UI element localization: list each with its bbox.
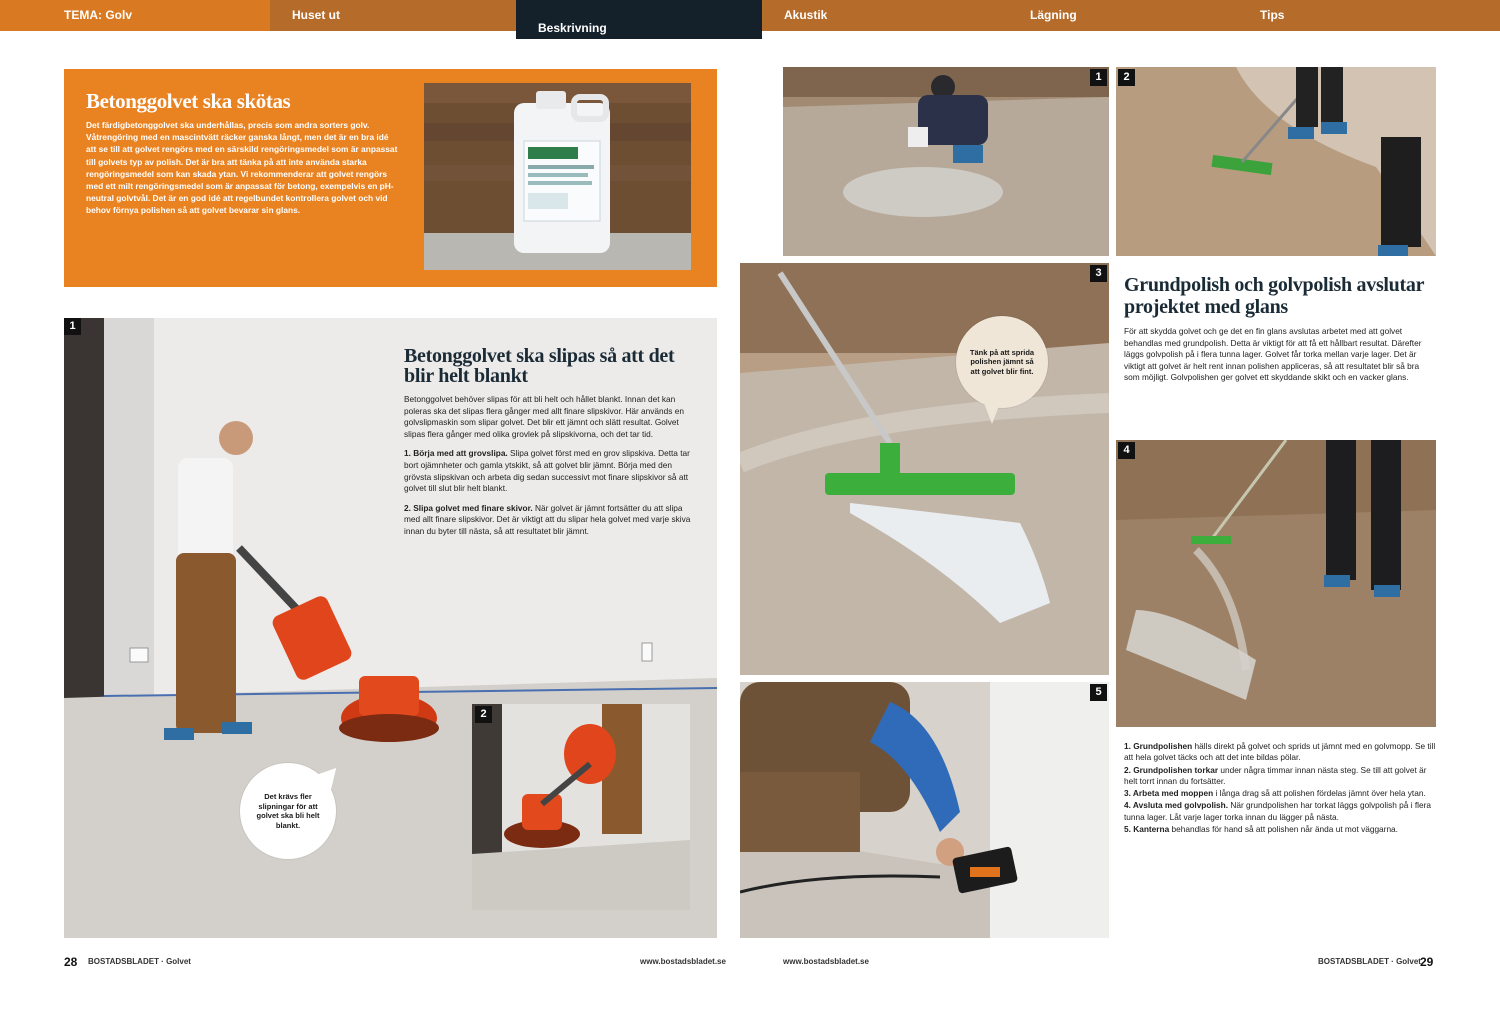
- article-polish-text: För att skydda golvet och ge det en fin glans avslutas arbetet med att golvet behandlas med grundpolish. Detta är viktigt för att få ett hållbart resultat. Därefter läggs golvpolish på i flera tunna lager. Golvet får torka mellan varje lager. Det är viktigt att golvet är helt rent innan polishen appliceras, så att resultatet blir så bra som möjligt. Golvpolishen ger golvet ett skyddande skikt och en vacker glans.: [1124, 326, 1422, 383]
- photo-number-badge: 1: [64, 318, 81, 335]
- speech-bubble-tip: Det krävs fler slipningar för att golvet ska bli helt blankt.: [240, 763, 336, 859]
- cleaner-canister-photo: [424, 83, 691, 270]
- article-grinding-intro: Betonggolvet behöver slipas för att bli helt och hållet blankt. Innan det kan poleras ska det slipas flera gånger med allt finare slipskivor. Här används en golvslipmaskin som slipar golvet. Det blir ett jämnt och slätt resultat. Golvet slipas flera gånger med olika grovlek på slipskivorna, och det tar tid.: [404, 394, 684, 439]
- polish-step: 3. Arbeta med moppen i långa drag så att polishen fördelas jämnt över hela ytan.: [1124, 788, 1426, 799]
- footer-magazine-left: BOSTADSBLADET · Golvet: [88, 957, 191, 966]
- nav-tab-lagning[interactable]: Lägning: [1030, 8, 1077, 22]
- glossy-floor-photo: [1116, 440, 1436, 727]
- polish-steps-list: [1124, 741, 1436, 836]
- care-infobox: [64, 69, 717, 287]
- article-grinding: [404, 346, 694, 538]
- article-polish: [1124, 274, 1434, 384]
- top-navigation: [0, 0, 1500, 35]
- page-number-left: 28: [64, 955, 78, 969]
- infobox-text: Det färdigbetonggolvet ska underhållas, precis som andra sorters golv. Våtrengöring med en mascintvätt räcker ganska långt, men det är en bra idé att se till att golvet rengörs med en särskild rengöringsmedel som är anpassat till golvets typ av polish. Det är bra att tänka på att inte använda starka rengöringsmedel som kan skada ytan. Vi rekommenderar att golvet rengörs med ett milt rengöringsmedel som är anpassat för betong, exempelvis en pH-neutral golvtvål. Det är en god idé att regelbundet kontrollera golvet och vid behov förnya polishen så att golvet bevarar sin glans.: [86, 120, 398, 216]
- page-number-right: 29: [1420, 955, 1434, 969]
- polish-step: 5. Kanterna behandlas för hand så att polishen når ända ut mot väggarna.: [1124, 824, 1398, 835]
- photo-number-badge: 3: [1090, 265, 1107, 282]
- polish-spread-photo: [1116, 67, 1436, 256]
- footer-url-right[interactable]: www.bostadsbladet.se: [783, 957, 869, 966]
- edge-polish-photo: [740, 682, 1109, 938]
- article-grinding-step-1: 1. Börja med att grovslipa. Slipa golvet först med en grov slipskiva. Detta tar bort ojämnheter och gamla ytskikt, så att golvet blir jämnt. Börja med den grövsta slipskivan och arbeta dig sedan successivt mot finare slipskivor så att golvet till slut blir helt blankt.: [404, 448, 690, 494]
- photo-number-badge: 2: [1118, 69, 1135, 86]
- article-grinding-step-2: 2. Slipa golvet med finare skivor. När golvet är jämnt fortsätter du att slipa med allt finare slipskivor. Det är viktigt att du slipar hela golvet med varje skiva innan du byter till nästa, så att resultatet blir jämnt.: [404, 502, 691, 536]
- photo-number-badge: 4: [1118, 442, 1135, 459]
- polish-step: 2. Grundpolishen torkar under några timmar innan nästa steg. Se till att golvet är helt torrt innan du fortsätter.: [1124, 764, 1427, 786]
- photo-number-badge: 2: [475, 706, 492, 723]
- article-grinding-title: Betonggolvet ska slipas så att det blir helt blankt: [404, 345, 675, 387]
- speech-bubble-tip: Tänk på att sprida polishen jämnt så att golvet blir fint.: [956, 316, 1048, 408]
- nav-tab-huset-ut[interactable]: Huset ut: [292, 8, 340, 22]
- footer-magazine-right: BOSTADSBLADET · Golvet: [1318, 957, 1421, 966]
- speech-bubble-tail: [982, 398, 1002, 424]
- photo-number-badge: 1: [1090, 69, 1107, 86]
- nav-tab-tips[interactable]: Tips: [1260, 8, 1285, 22]
- polish-pour-photo: [783, 67, 1109, 256]
- footer-url-left[interactable]: www.bostadsbladet.se: [640, 957, 726, 966]
- mop-polish-photo: [740, 263, 1109, 675]
- nav-brand[interactable]: TEMA: Golv: [0, 0, 270, 31]
- infobox-title: Betonggolvet ska skötas: [86, 89, 291, 113]
- polish-step: 1. Grundpolishen hälls direkt på golvet och sprids ut jämnt med en golvmopp. Se till att hela golvet täcks och att det inte bildas pölar.: [1124, 741, 1436, 763]
- nav-tab-akustik[interactable]: Akustik: [784, 8, 828, 22]
- polish-step: 4. Avsluta med golvpolish. När grundpolishen har torkat läggs golvpolish på i flera tunna lager. Låt varje lager torka innan du lägger på nästa.: [1124, 800, 1431, 822]
- photo-number-badge: 5: [1090, 684, 1107, 701]
- article-polish-title: Grundpolish och golvpolish avslutar projektet med glans: [1124, 274, 1424, 318]
- grinding-inset-photo: [472, 704, 690, 910]
- nav-tab-beskrivning[interactable]: Beskrivning: [516, 0, 762, 39]
